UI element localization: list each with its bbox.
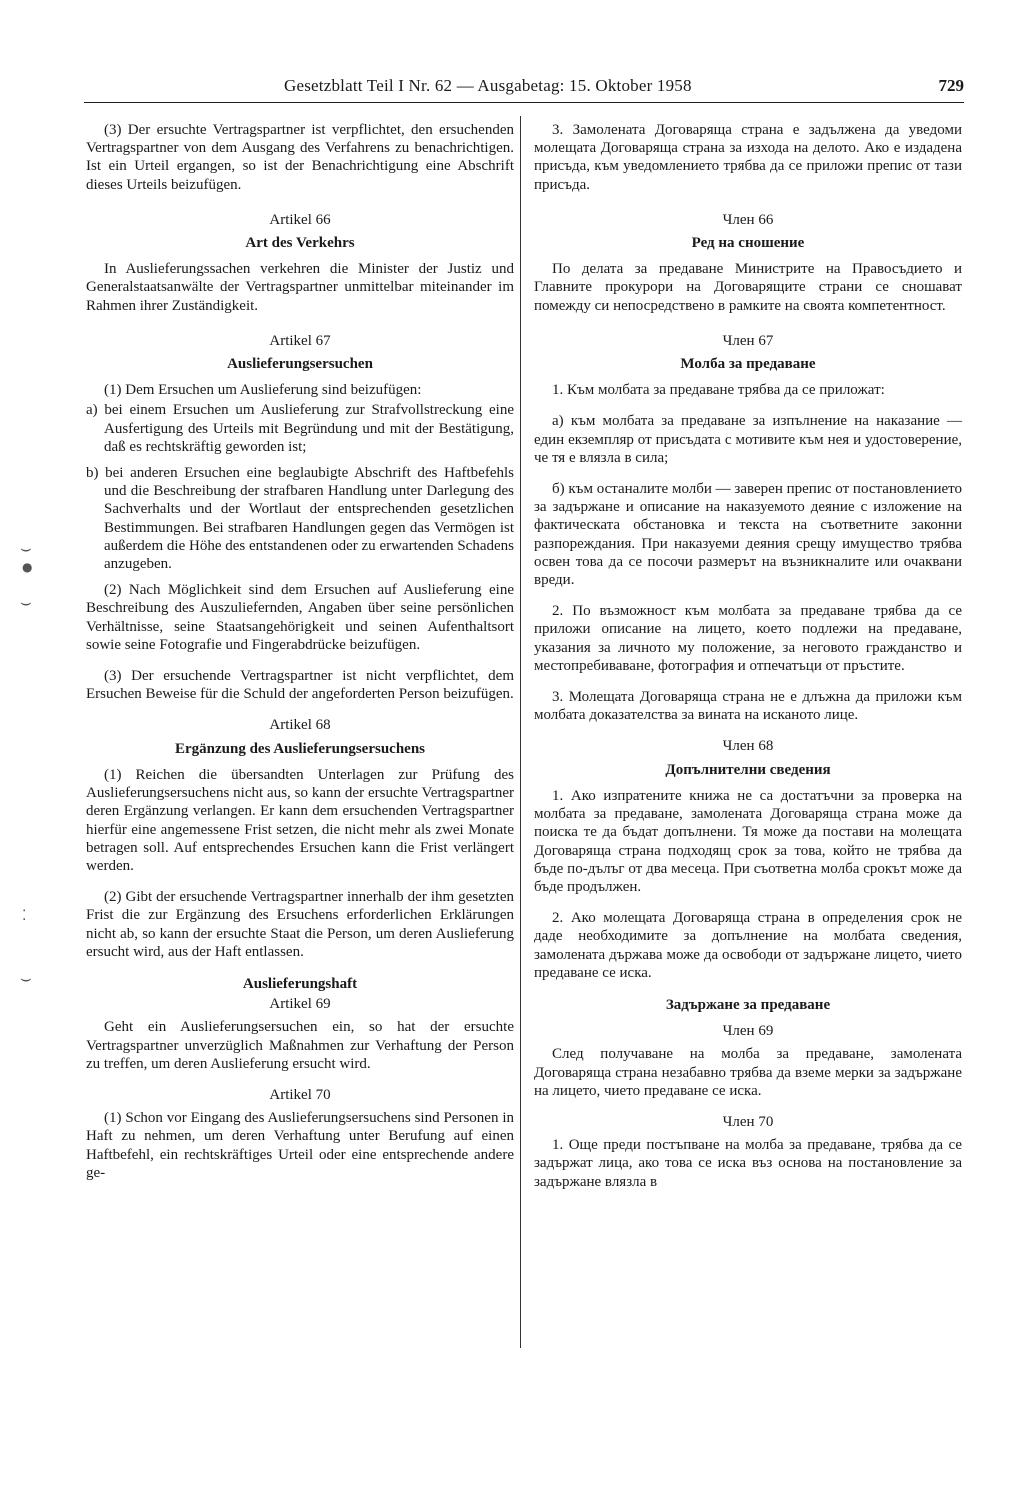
paragraph: 1. Към молбата за предаване трябва да се приложат:: [552, 382, 885, 399]
paragraph: 3. Замолената Договаряща страна е задължена да уведоми молещата Договаряща страна за изхода на делото. Ако е издадена присъда, към уведомлението трябва да се приложи препис от тази присъда.: [534, 122, 962, 193]
bulgarian-column: [534, 121, 962, 1204]
list-item: a) bei einem Ersuchen um Auslieferung zur Strafvollstreckung eine Ausfertigung des Urteils mit Begründung und mit der Bestätigung, daß es rechtskräftig geworden ist;: [86, 402, 514, 455]
article-title: Член 69: [722, 1023, 774, 1040]
article-heading: Молба за предаване: [680, 356, 816, 373]
paragraph: (3) Der ersuchte Vertragspartner ist verpflichtet, den ersuchenden Vertragspartner von dem Ausgang des Verfahrens zu benachrichtigen. Ist ein Urteil ergangen, so ist der Benachrichtigung eine Abschrift dieses Urteils beizufügen.: [86, 122, 514, 193]
article-heading: Ред на сношение: [691, 235, 805, 252]
article-title: Artikel 70: [269, 1086, 331, 1103]
article-title: Artikel 68: [269, 717, 331, 734]
section-heading: Auslieferungshaft: [242, 975, 358, 992]
paragraph: (1) Reichen die übersandten Unterlagen zur Prüfung des Auslieferungsersuchens nicht aus, so kann der ersuchte Vertragspartner deren Ergänzung verlangen. Er kann dem ersuchenden Vertragspartner hierfür eine angemessene Frist setzen, die nicht mehr als zwei Monate betragen soll. Auf entsprechendes Ersuchen kann die Frist verlängert werden.: [86, 766, 514, 874]
article-title: Artikel 67: [269, 332, 331, 349]
list-item: б) към останалите молби — заверен препис от постановлението за задържане и описание на наказуемото деяние с изложение на фактическата обстановка и текста на съответните законни разпореждания. При наказуеми деяния срещу имущество трябва освен това да се посочи размерът на възникналите или очаквани вреди.: [534, 481, 962, 589]
section-heading: Задържане за предаване: [665, 996, 831, 1013]
article-title: Член 70: [722, 1113, 774, 1130]
paragraph: 2. По възможност към молбата за предаване трябва да се приложи описание на лицето, което подлежи на предаване, указания за личното му положение, за неговото гражданство и местопребиваване, фотография и отпечатъци от пръстите.: [534, 603, 962, 674]
margin-mark: ⌣: [20, 968, 32, 989]
paragraph: След получаване на молба за предаване, замолената Договаряща страна незабавно трябва да вземе мерки за задържане на лицето, чието предаване се иска.: [534, 1046, 962, 1099]
paragraph: 1. Още преди постъпване на молба за предаване, трябва да се задържат лица, ако това се иска въз основа на постановление за задържане влязла в: [534, 1137, 962, 1190]
margin-mark: ⌣: [20, 592, 32, 613]
paragraph: Geht ein Auslieferungsersuchen ein, so hat der ersuchte Vertragspartner unverzüglich Maßnahmen zur Verhaftung der Person zu treffen, um deren Auslieferung ersucht wird.: [86, 1019, 514, 1072]
paragraph: 2. Ако молещата Договаряща страна в определения срок не даде необходимите за допълнение на молбата сведения, замолената държава може да освободи от задържане лицето, чието предаване се иска.: [534, 910, 962, 981]
margin-mark: ⌣: [20, 538, 32, 559]
article-heading: Auslieferungsersuchen: [227, 356, 373, 373]
margin-mark: ⁚: [22, 908, 27, 924]
page-header: [84, 76, 964, 103]
page-number: 729: [938, 76, 964, 95]
list-item: а) към молбата за предаване за изпълнение на наказание — един екземпляр от присъдата с мотивите към нея и удостоверение, че тя е влязла в сила;: [534, 413, 962, 466]
article-title: Член 66: [722, 211, 774, 228]
paragraph: По делата за предаване Министрите на Правосъдието и Главните прокурори на Договарящите страни се сношават помежду си непосредствено в рамките на своята компетентност.: [534, 261, 962, 314]
article-heading: Допълнителни сведения: [665, 761, 831, 778]
paragraph: 3. Молещата Договаряща страна не е длъжна да приложи към молбата доказателства за вината на исканото лице.: [534, 689, 962, 724]
header-title: Gesetzblatt Teil I Nr. 62 — Ausgabetag: 15. Oktober 1958: [284, 76, 692, 95]
paragraph: (2) Gibt der ersuchende Vertragspartner innerhalb der ihm gesetzten Frist die zur Ergänzung des Ersuchens erforderlichen Erklärungen nicht ab, so kann der ersuchte Staat die Person, um deren Auslieferung ersucht wird, aus der Haft entlassen.: [86, 889, 514, 960]
paragraph: In Auslieferungssachen verkehren die Minister der Justiz und Generalstaatsanwälte der Vertragspartner unmittelbar miteinander im Rahmen ihrer Zuständigkeit.: [86, 261, 514, 314]
article-heading: Ergänzung des Auslieferungsersuchens: [174, 740, 426, 757]
margin-dot: ●: [22, 560, 33, 574]
paragraph: (1) Schon vor Eingang des Auslieferungsersuchens sind Personen in Haft zu nehmen, um deren Verhaftung unter Berufung auf einen Haftbefehl, ein rechtskräftiges Urteil oder eine entsprechende andere ge-: [86, 1110, 514, 1181]
paragraph: (2) Nach Möglichkeit sind dem Ersuchen auf Auslieferung eine Beschreibung des Auszuliefernden, Angaben über seine persönlichen Verhältnisse, seine Staatsangehörigkeit und seinen Aufenthaltsort sowie seine Fotografie und Fingerabdrücke beizufügen.: [86, 582, 514, 653]
article-heading: Art des Verkehrs: [245, 235, 355, 252]
paragraph: (1) Dem Ersuchen um Auslieferung sind beizufügen:: [104, 382, 422, 399]
article-title: Artikel 69: [269, 996, 331, 1013]
paragraph: (3) Der ersuchende Vertragspartner ist nicht verpflichtet, dem Ersuchen Beweise für die Schuld der angeforderten Person beizufügen.: [86, 668, 514, 703]
german-column: [86, 121, 514, 1195]
article-title: Artikel 66: [269, 211, 331, 228]
list-item: b) bei anderen Ersuchen eine beglaubigte Abschrift des Haftbefehls und die Beschreibung der strafbaren Handlung unter Darlegung des Sachverhalts und der Wortlaut der entsprechenden gesetzlichen Bestimmungen. Bei strafbaren Handlungen gegen das Vermögen ist außerdem die Höhe des entstandenen oder zu erwartenden Schadens anzugeben.: [86, 465, 514, 573]
article-title: Член 67: [722, 332, 774, 349]
column-divider: [520, 116, 521, 1348]
paragraph: 1. Ако изпратените книжа не са достатъчни за проверка на молбата за предаване, замолената Договаряща страна може да поиска те да бъдат допълнени. Тя може да постави на молещата Договаряща страна подходящ срок за това, който не трябва да бъде по-дълъг от два месеца. При съответна молба срокът може да бъде продължен.: [534, 787, 962, 895]
article-title: Член 68: [722, 738, 774, 755]
